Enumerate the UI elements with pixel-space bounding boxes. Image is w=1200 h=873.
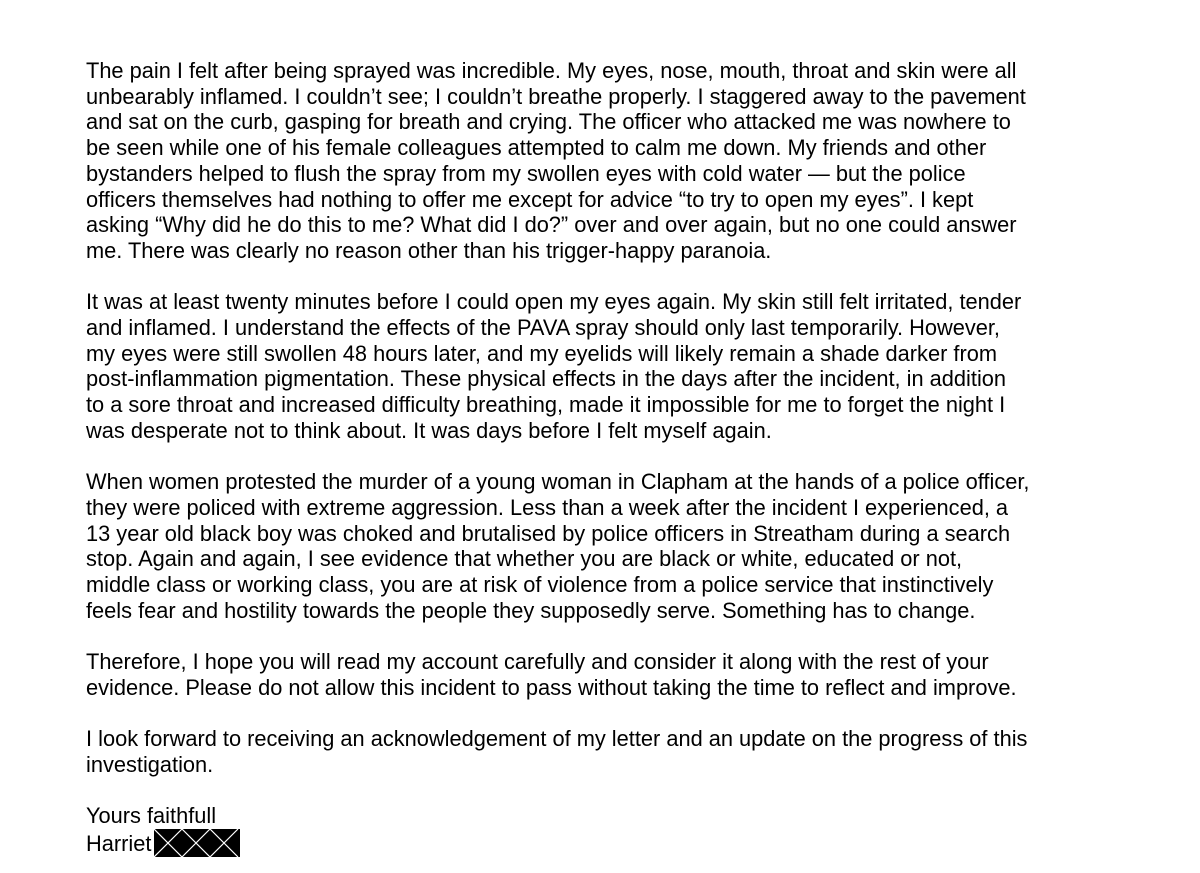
text-line: 13 year old black boy was choked and brutalised by police officers in Streatham during a search	[86, 520, 1011, 546]
text-line: me. There was clearly no reason other than his trigger-happy paranoia.	[86, 237, 772, 263]
closing-salutation: Yours faithfull	[86, 803, 217, 829]
text-line: It was at least twenty minutes before I could open my eyes again. My skin still felt irritated, tender	[86, 289, 1022, 315]
text-line: my eyes were still swollen 48 hours later, and my eyelids will likely remain a shade darker from	[86, 340, 997, 366]
text-line: to a sore throat and increased difficulty breathing, made it impossible for me to forget the night I	[86, 392, 1006, 418]
text-line: bystanders helped to flush the spray from my swollen eyes with cold water — but the police	[86, 160, 966, 186]
text-line: The pain I felt after being sprayed was incredible. My eyes, nose, mouth, throat and skin were all	[86, 58, 1017, 83]
signer-name: Harriet	[86, 831, 152, 857]
text-line: unbearably inflamed. I couldn’t see; I couldn’t breathe properly. I staggered away to the pavement	[86, 83, 1026, 109]
letter-closing	[86, 803, 1126, 857]
text-line: they were policed with extreme aggression. Less than a week after the incident I experienced, a	[86, 494, 1009, 520]
text-line: evidence. Please do not allow this incident to pass without taking the time to reflect and improve.	[86, 674, 1017, 700]
text-line: asking “Why did he do this to me? What did I do?” over and over again, but no one could answer	[86, 212, 1017, 238]
text-line: Therefore, I hope you will read my account carefully and consider it along with the rest of your	[86, 649, 989, 675]
text-line: I look forward to receiving an acknowledgement of my letter and an update on the progress of this	[86, 726, 1028, 752]
text-line: investigation.	[86, 751, 214, 777]
paragraph-request	[86, 649, 1126, 700]
text-line: middle class or working class, you are at risk of violence from a police service that instinctively	[86, 572, 994, 598]
text-line: and inflamed. I understand the effects of the PAVA spray should only last temporarily. However,	[86, 315, 1000, 341]
text-line: post-inflammation pigmentation. These physical effects in the days after the incident, in addition	[86, 366, 1007, 392]
redaction-pattern-icon	[154, 829, 240, 857]
text-line: feels fear and hostility towards the people they supposedly serve. Something has to change.	[86, 597, 976, 623]
redaction-block	[154, 829, 240, 857]
text-line: officers themselves had nothing to offer me except for advice “to try to open my eyes”. I kept	[86, 186, 974, 212]
paragraph-pain	[86, 58, 1126, 264]
paragraph-context	[86, 469, 1126, 623]
paragraph-acknowledgement	[86, 726, 1126, 777]
text-line: and sat on the curb, gasping for breath and crying. The officer who attacked me was nowhere to	[86, 109, 1011, 135]
text-line: stop. Again and again, I see evidence that whether you are black or white, educated or not,	[86, 546, 963, 572]
paragraph-recovery	[86, 289, 1126, 443]
text-line: be seen while one of his female colleagues attempted to calm me down. My friends and other	[86, 135, 987, 161]
signature-line	[86, 829, 1126, 857]
text-line: was desperate not to think about. It was days before I felt myself again.	[86, 417, 772, 443]
letter-body	[86, 58, 1126, 857]
text-line: When women protested the murder of a young woman in Clapham at the hands of a police officer,	[86, 469, 1030, 495]
